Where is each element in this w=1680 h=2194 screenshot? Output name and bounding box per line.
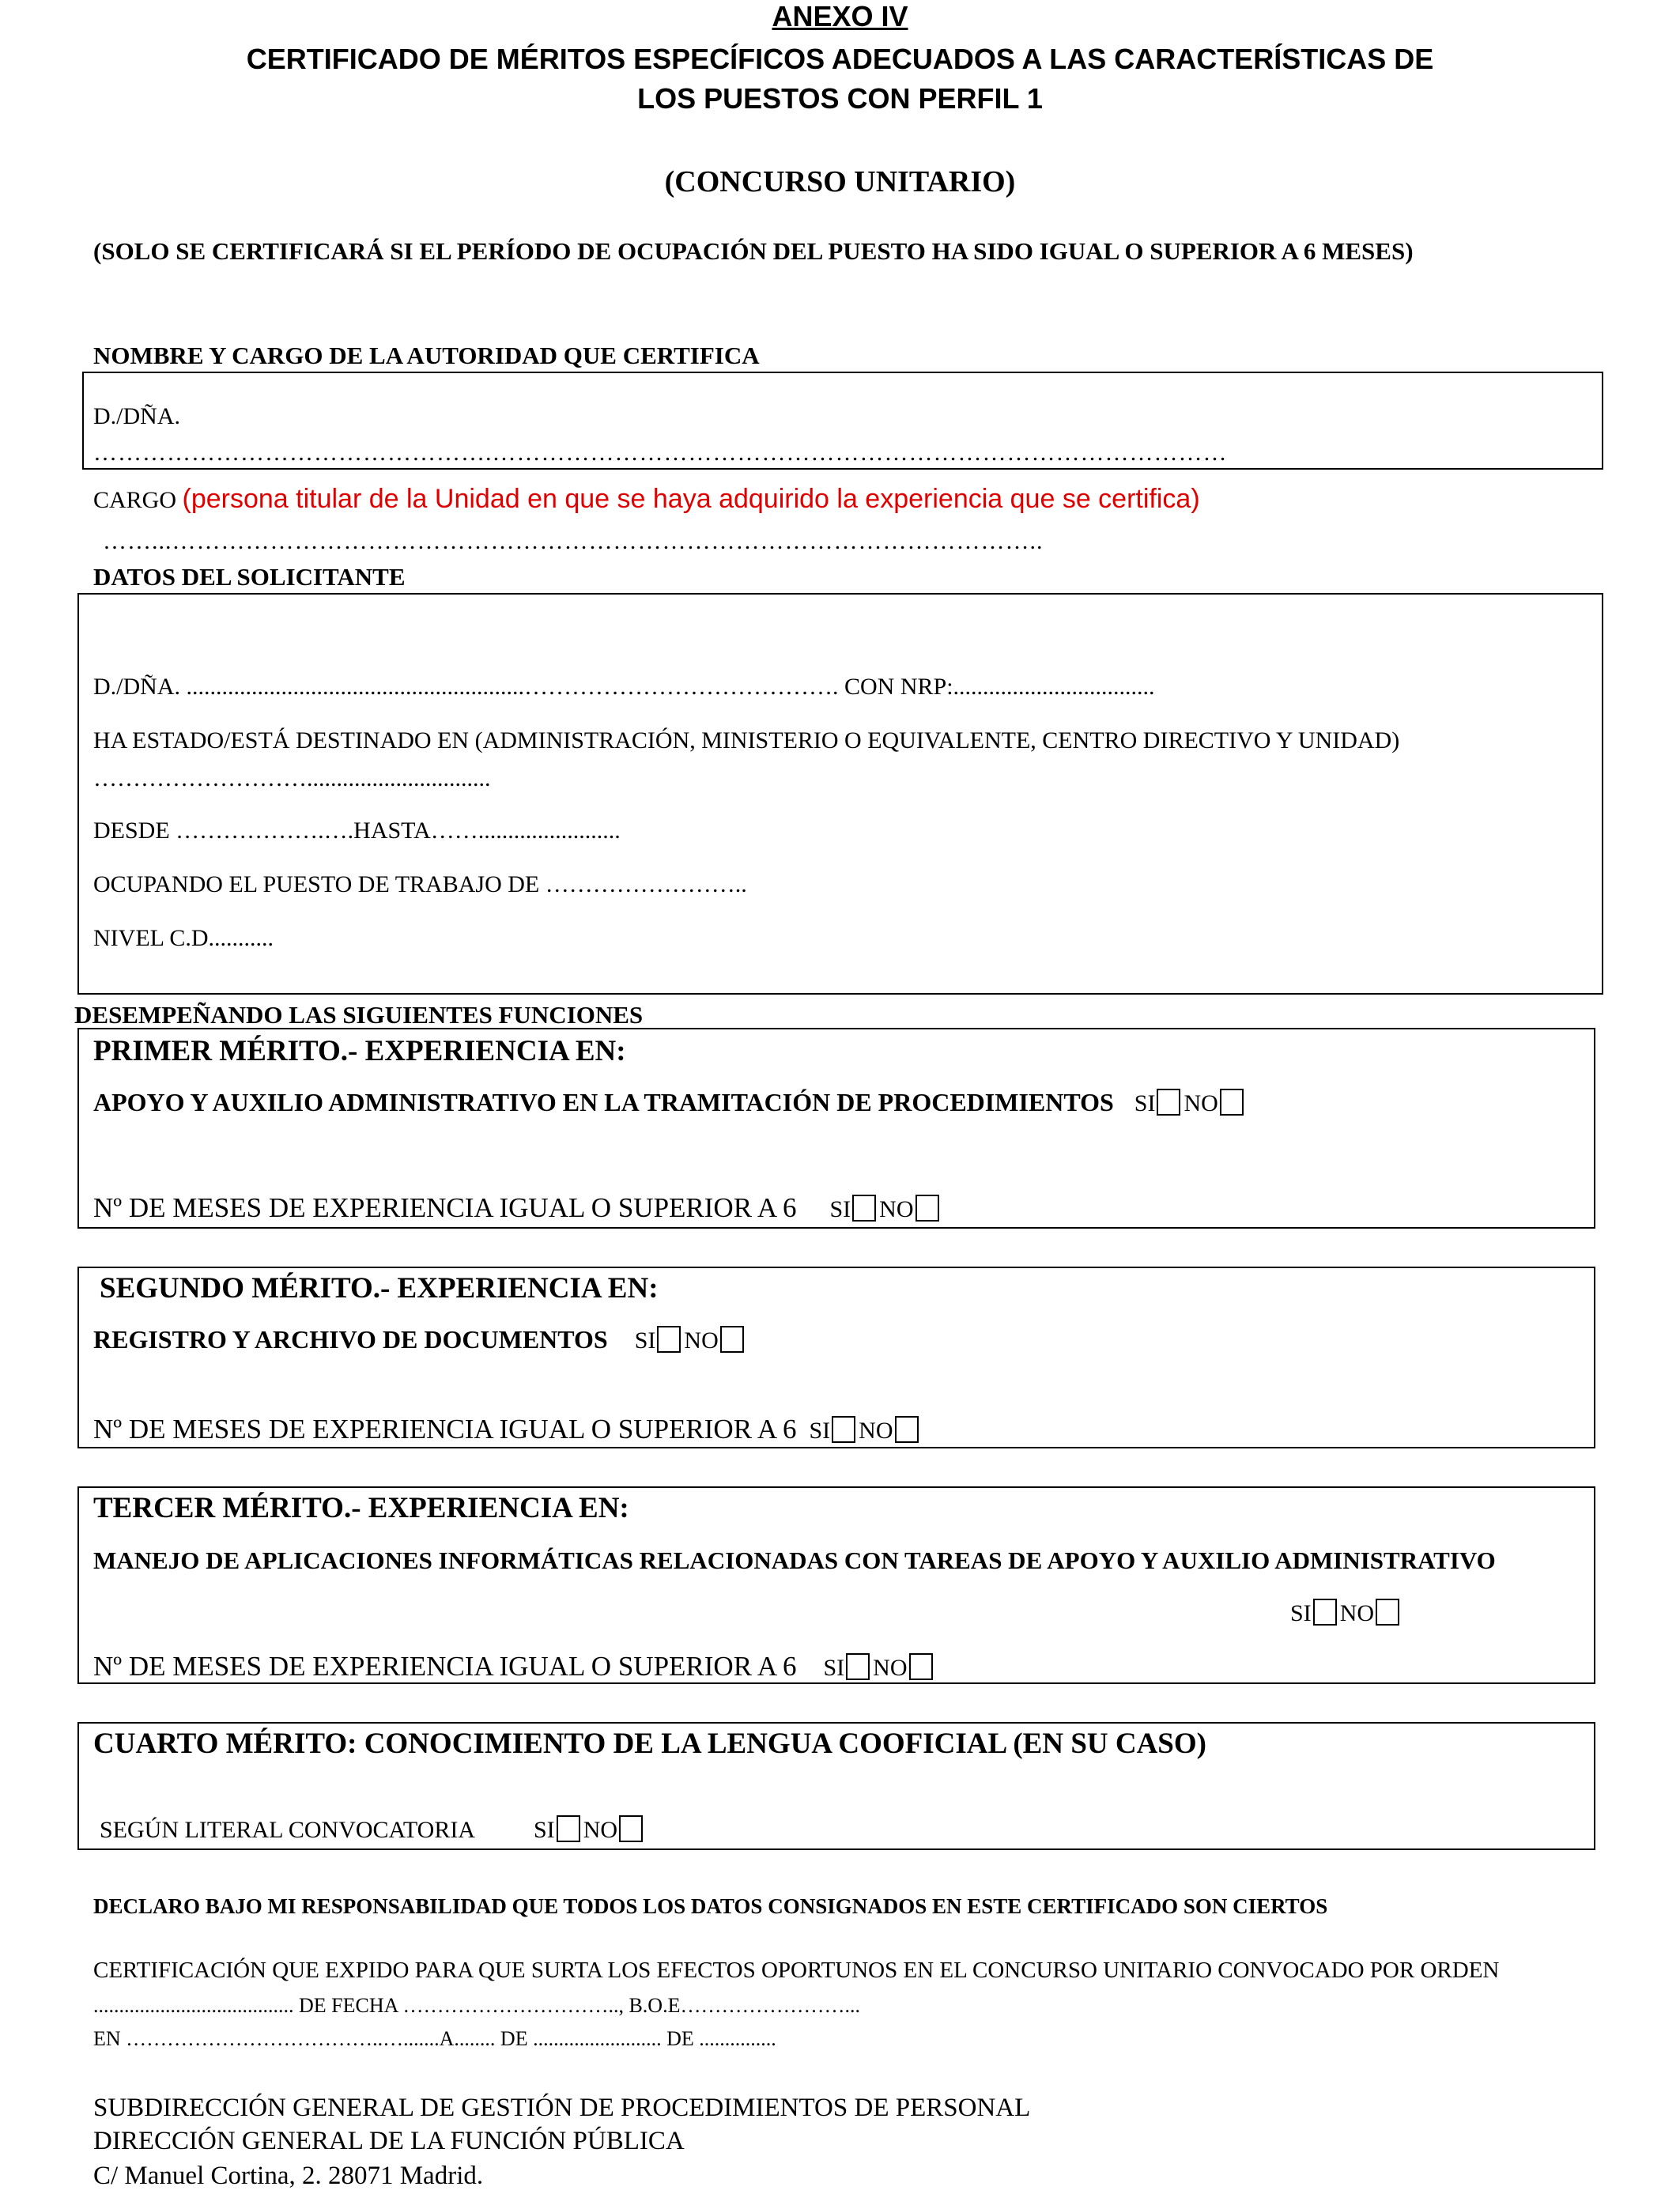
merit-1-si-label: SI [1134,1090,1156,1116]
merit-4-title: CUARTO MÉRITO: CONOCIMIENTO DE LA LENGUA COOFICIAL (EN SU CASO) [93,1728,1206,1760]
footer-address: C/ Manuel Cortina, 2. 28071 Madrid. [93,2162,484,2190]
certification-line2[interactable]: ....................................... DE FECHA ………………………….., B.O.E……………………... [93,1994,860,2017]
merit-2-description-row [93,1325,747,1354]
applicant-destination-dots[interactable]: ………………………............................... [93,765,491,791]
footer-directorate: DIRECCIÓN GENERAL DE LA FUNCIÓN PÚBLICA [93,2127,685,2155]
merit-2-months-no-label: NO [859,1418,893,1444]
merit-3-months-si-checkbox[interactable] [846,1653,870,1680]
merit-4-si-checkbox[interactable] [557,1815,580,1842]
merit-1-months-row [93,1192,942,1224]
merit-1-months-no-label: NO [879,1196,914,1222]
merit-2-months-no-checkbox[interactable] [895,1416,919,1443]
eligibility-note: (SOLO SE CERTIFICARÁ SI EL PERÍODO DE OCUPACIÓN DEL PUESTO HA SIDO IGUAL O SUPERIOR A 6 MESES) [93,237,1414,265]
merit-4-no-checkbox[interactable] [619,1815,643,1842]
annex-title: ANEXO IV [772,0,908,32]
merit-3-months-label: Nº DE MESES DE EXPERIENCIA IGUAL O SUPERIOR A 6 [93,1651,797,1682]
applicant-heading: DATOS DEL SOLICITANTE [93,563,406,591]
merit-4-si-label: SI [534,1817,555,1843]
certification-line3[interactable]: EN ………………………………..….......A........ DE ......................... DE ............... [93,2027,776,2050]
merit-3-si-checkbox[interactable] [1313,1599,1337,1626]
merit-2-title: SEGUNDO MÉRITO.- EXPERIENCIA EN: [100,1272,659,1305]
authority-position-note: (persona titular de la Unidad en que se haya adquirido la experiencia que se certifica) [182,484,1200,514]
authority-position-row [93,484,1200,515]
merit-1-si-checkbox[interactable] [1157,1089,1180,1116]
merit-3-title: TERCER MÉRITO.- EXPERIENCIA EN: [93,1492,629,1524]
merit-2-si-checkbox[interactable] [657,1326,681,1353]
footer-subdirectorate: SUBDIRECCIÓN GENERAL DE GESTIÓN DE PROCEDIMIENTOS DE PERSONAL [93,2094,1031,2122]
merit-2-months-label: Nº DE MESES DE EXPERIENCIA IGUAL O SUPERIOR A 6 [93,1414,797,1444]
authority-name-label: D./DÑA. [93,403,180,429]
authority-position-label: CARGO [93,487,177,513]
merit-2-months-si-label: SI [809,1418,831,1444]
merit-3-no-label: NO [1339,1600,1375,1626]
merit-4-description-row [100,1815,646,1844]
merit-4-no-label: NO [583,1817,618,1843]
merit-1-description: APOYO Y AUXILIO ADMINISTRATIVO EN LA TRAMITACIÓN DE PROCEDIMIENTOS [93,1088,1114,1116]
merit-1-title: PRIMER MÉRITO.- EXPERIENCIA EN: [93,1035,626,1067]
applicant-level-line[interactable]: NIVEL C.D........... [93,925,274,951]
authority-heading: NOMBRE Y CARGO DE LA AUTORIDAD QUE CERTIFICA [93,342,760,369]
contest-type: (CONCURSO UNITARIO) [664,165,1016,198]
certificate-title-line2: LOS PUESTOS CON PERFIL 1 [637,82,1043,115]
applicant-name-line[interactable]: D./DÑA. .........................................................…………………………………. CON NRP:.................................. [93,674,1155,700]
merit-1-months-si-checkbox[interactable] [852,1195,876,1222]
declaration: DECLARO BAJO MI RESPONSABILIDAD QUE TODOS LOS DATOS CONSIGNADOS EN ESTE CERTIFICADO SON CIERTOS [93,1894,1328,1918]
merit-2-months-si-checkbox[interactable] [832,1416,855,1443]
merit-2-no-label: NO [684,1327,719,1354]
merit-3-si-label: SI [1290,1600,1312,1626]
applicant-post-line[interactable]: OCUPANDO EL PUESTO DE TRABAJO DE …………………….. [93,871,747,897]
merit-3-no-checkbox[interactable] [1376,1599,1399,1626]
merit-2-months-row [93,1414,922,1445]
merit-1-months-si-label: SI [829,1196,851,1222]
merit-4-description: SEGÚN LITERAL CONVOCATORIA [100,1817,475,1843]
merit-3-months-si-label: SI [823,1655,845,1681]
merit-3-months-row [93,1651,936,1682]
merit-1-no-label: NO [1184,1090,1218,1116]
applicant-destination-line: HA ESTADO/ESTÁ DESTINADO EN (ADMINISTRACIÓN, MINISTERIO O EQUIVALENTE, CENTRO DIRECTIVO Y UNIDAD) [93,727,1400,753]
merit-1-no-checkbox[interactable] [1220,1089,1244,1116]
merit-1-months-no-checkbox[interactable] [916,1195,939,1222]
authority-name-dots[interactable]: ………………………………………….……………………………………………………………………………… [93,440,1228,466]
merit-3-description: MANEJO DE APLICACIONES INFORMÁTICAS RELACIONADAS CON TAREAS DE APOYO Y AUXILIO ADMINISTRATIVO [93,1546,1496,1574]
certificate-title-line1: CERTIFICADO DE MÉRITOS ESPECÍFICOS ADECUADOS A LAS CARACTERÍSTICAS DE [246,43,1434,75]
merit-2-description: REGISTRO Y ARCHIVO DE DOCUMENTOS [93,1325,608,1354]
merit-3-months-no-checkbox[interactable] [909,1653,933,1680]
merit-2-si-label: SI [634,1327,656,1354]
applicant-box [77,593,1603,995]
merit-1-description-row [93,1088,1247,1117]
merit-2-no-checkbox[interactable] [720,1326,744,1353]
applicant-period-line[interactable]: DESDE ……………….….HASTA……........................ [93,818,621,844]
merit-3-months-no-label: NO [873,1655,908,1681]
merit-1-months-label: Nº DE MESES DE EXPERIENCIA IGUAL O SUPERIOR A 6 [93,1192,797,1223]
certification-line1: CERTIFICACIÓN QUE EXPIDO PARA QUE SURTA LOS EFECTOS OPORTUNOS EN EL CONCURSO UNITARIO CONVOCADO POR ORDEN [93,1958,1500,1983]
merit-3-answer-row [1290,1599,1403,1627]
functions-heading: DESEMPEÑANDO LAS SIGUIENTES FUNCIONES [74,1001,644,1029]
authority-position-dots[interactable]: ……...…………………………………………………………………………………………….. [103,528,1044,554]
